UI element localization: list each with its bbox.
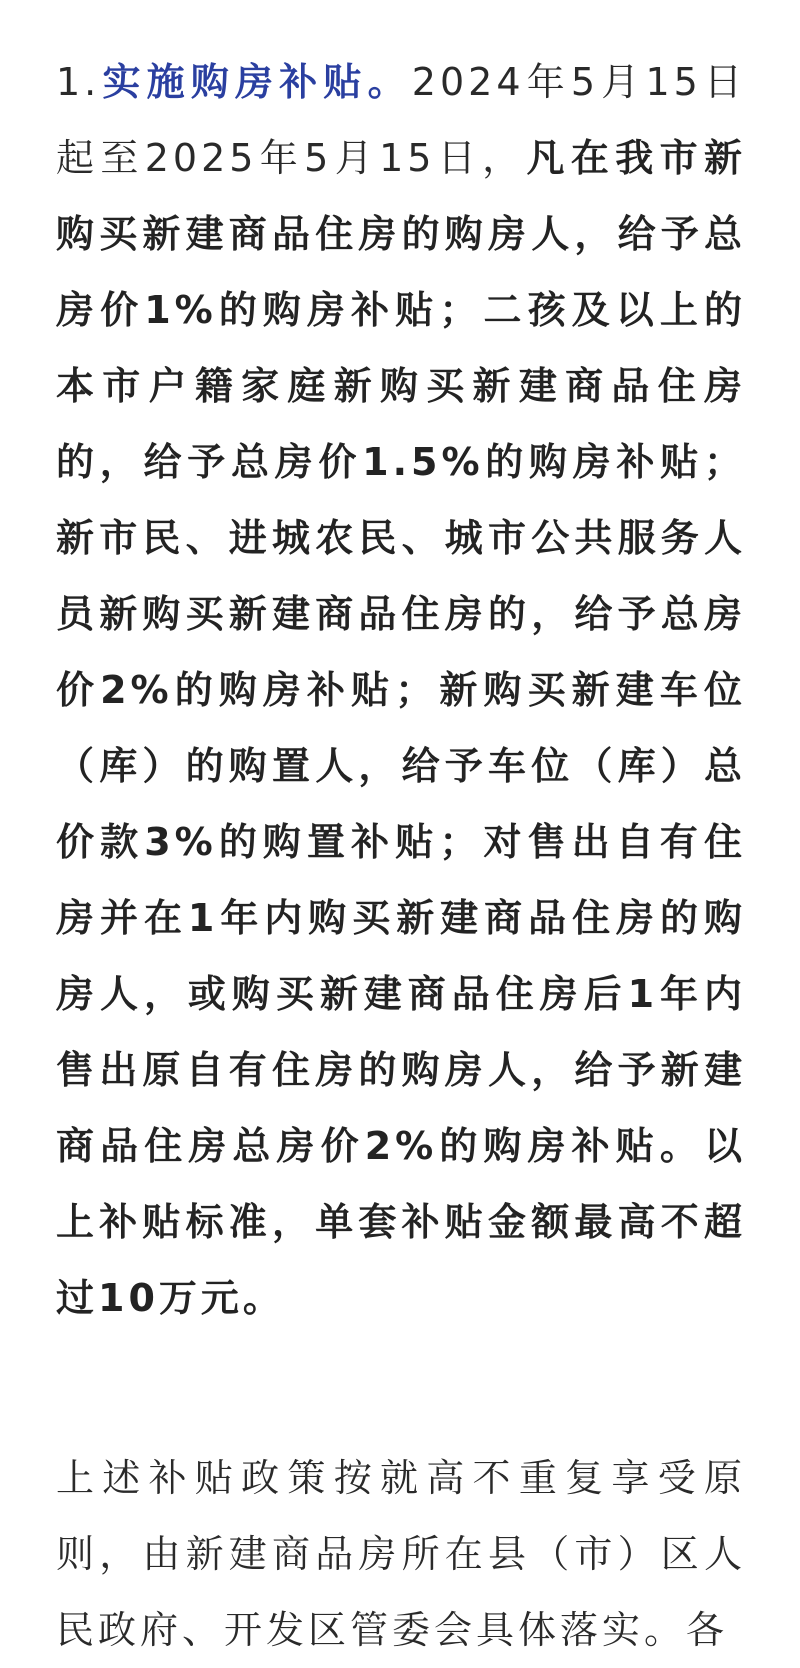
implementation-paragraph: 上述补贴政策按就高不重复享受原则，由新建商品房所在县（市）区人民政府、开发区管委会具体落实。各 — [56, 1456, 746, 1652]
policy-item-1 — [56, 44, 746, 1336]
item-heading: 实施购房补贴。 — [100, 60, 412, 104]
item-date-range: 2024年5月15日起至2025年5月15日， — [56, 60, 746, 180]
item-body: 凡在我市新购买新建商品住房的购房人，给予总房价1%的购房补贴；二孩及以上的本市户籍家庭新购买新建商品住房的，给予总房价1.5%的购房补贴；新市民、进城农民、城市公共服务人员新购买新建商品住房的，给予总房价2%的购房补贴；新购买新建车位（库）的购置人，给予车位（库）总价款3%的购置补贴；对售出自有住房并在1年内购买新建商品住房的购房人，或购买新建商品住房后1年内售出原自有住房的购房人，给予新建商品住房总房价2%的购房补贴。以上补贴标准，单套补贴金额最高不超过10万元。 — [56, 136, 746, 1320]
item-number: 1. — [56, 60, 101, 104]
article-body — [56, 44, 746, 1668]
